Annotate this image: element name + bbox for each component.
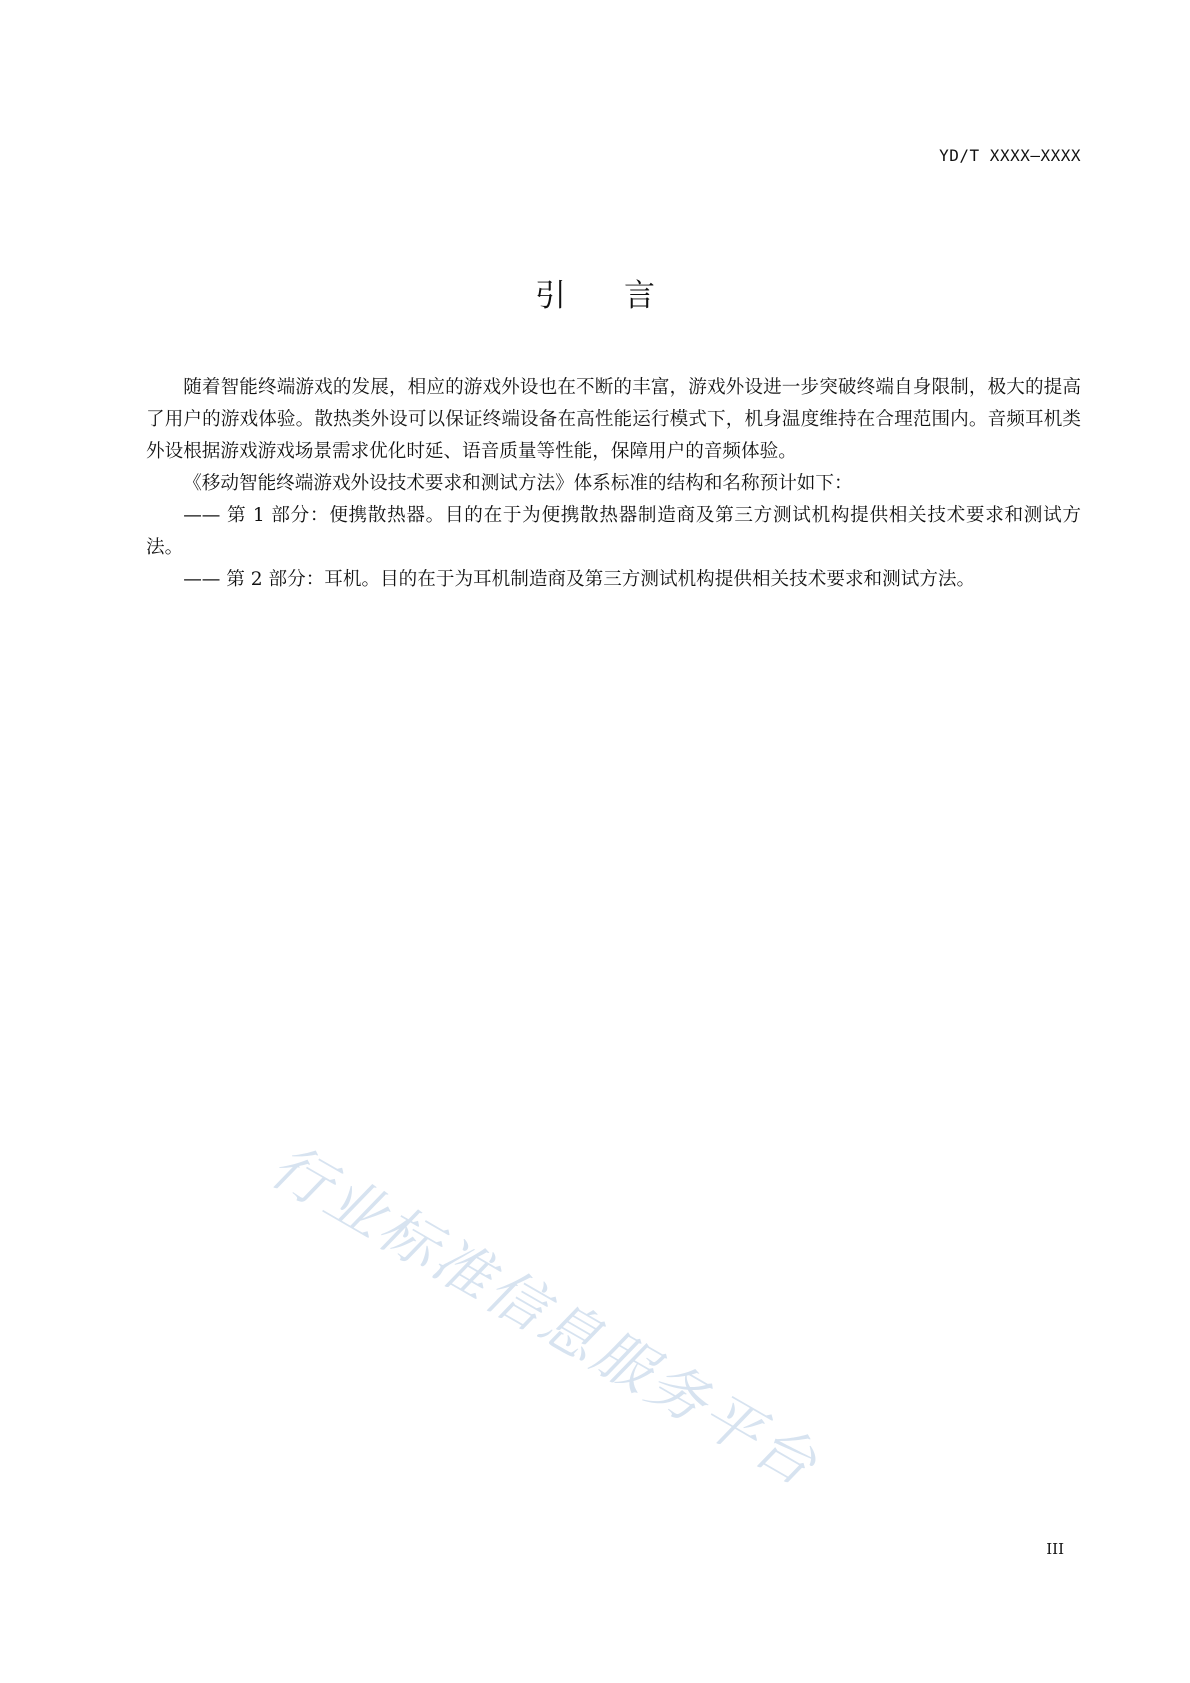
introduction-body: [146, 372, 1081, 596]
document-code: YD/T XXXX—XXXX: [939, 146, 1081, 165]
page-number: III: [1046, 1540, 1064, 1558]
page-title: 引言: [535, 278, 713, 314]
paragraph-background: 随着智能终端游戏的发展，相应的游戏外设也在不断的丰富，游戏外设进一步突破终端自身限制，极大的提高了用户的游戏体验。散热类外设可以保证终端设备在高性能运行模式下，机身温度维持在合理范围内。音频耳机类外设根据游戏游戏场景需求优化时延、语音质量等性能，保障用户的音频体验。: [146, 377, 1081, 462]
list-item-part-1: —— 第 1 部分：便携散热器。目的在于为便携散热器制造商及第三方测试机构提供相关技术要求和测试方法。: [146, 505, 1081, 558]
paragraph-structure: 《移动智能终端游戏外设技术要求和测试方法》体系标准的结构和名称预计如下：: [183, 473, 853, 494]
list-item-part-2: —— 第 2 部分：耳机。目的在于为耳机制造商及第三方测试机构提供相关技术要求和测试方法。: [183, 569, 976, 590]
watermark: 行业标准信息服务平台: [259, 1131, 831, 1501]
